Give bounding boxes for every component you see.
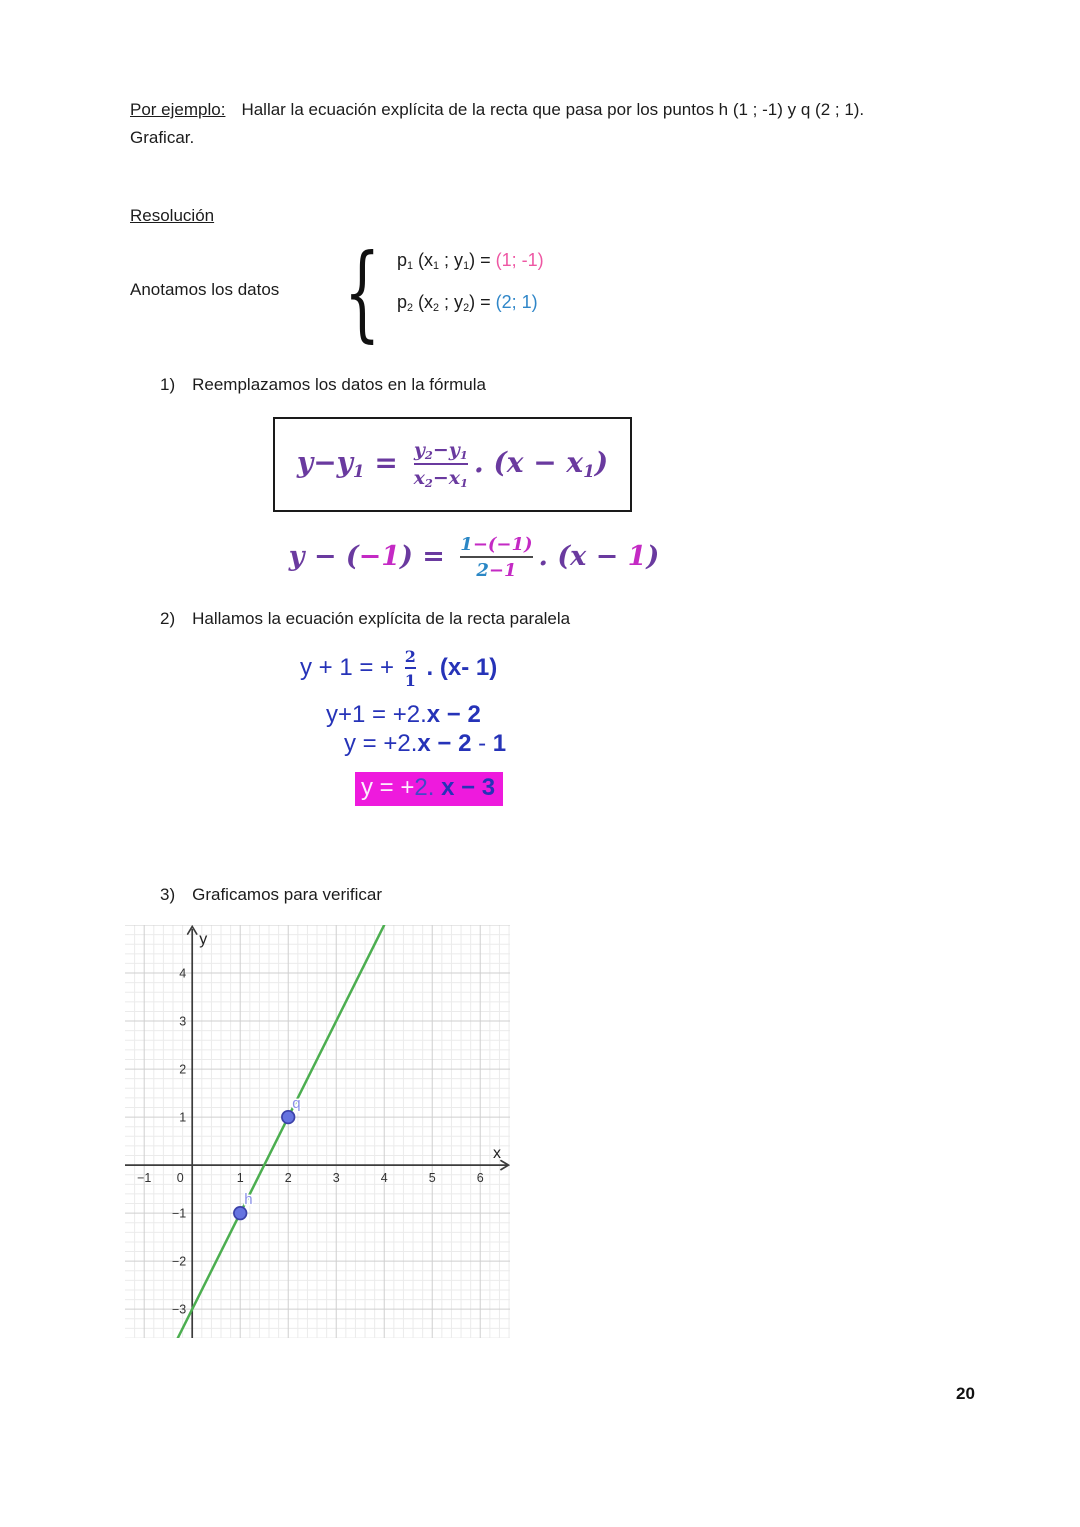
graph-point-q: [282, 1111, 295, 1124]
step2-label: Hallamos la ecuación explícita de la recta paralela: [192, 609, 571, 628]
step3-number: 3): [160, 885, 176, 904]
substituted-formula: y − (−1) = $\frac{1-(-1)}{2-1}$ . (x − 1): [288, 534, 660, 581]
fraction-denominator: 2−1: [476, 560, 517, 581]
equation-1: y + 1 = + $\frac{2}{1}$ . (x- 1): [300, 647, 498, 690]
x-tick-label: 4: [380, 1171, 388, 1186]
point-label-q: q: [292, 1095, 301, 1113]
p1-name: p: [397, 250, 408, 270]
intro-line-2: Graficar.: [130, 128, 195, 147]
step3-heading: [160, 885, 382, 905]
y-tick-label: −3: [171, 1302, 187, 1317]
y-tick-label: 1: [179, 1110, 187, 1125]
x-tick-label: 0: [176, 1171, 184, 1186]
p1-sub: 1: [407, 260, 414, 273]
function-line: [178, 925, 384, 1338]
x-tick-label: 5: [428, 1171, 436, 1186]
point-p1-line: p1 (x1 ; y1) = (1; -1): [397, 250, 544, 273]
fraction-denominator: x2−x1: [413, 467, 469, 491]
annotate-data-label: Anotamos los datos: [130, 280, 280, 299]
intro-text: Hallar la ecuación explícita de la recta que pasa por los puntos h (1 ; -1) y q (2 ; 1).: [241, 100, 865, 119]
p1-value: (1; -1): [495, 250, 544, 270]
formula-fraction: [414, 439, 468, 490]
y-tick-label: 3: [179, 1014, 187, 1029]
p2-args: (x: [413, 292, 434, 312]
fraction-bar: [414, 463, 468, 465]
equation-2: y+1 = +2.x − 2: [326, 701, 481, 728]
fraction-bar: [460, 556, 532, 558]
graph-point-h: [234, 1207, 247, 1220]
equation-3: y = +2.x − 2 - 1: [344, 730, 507, 757]
point-slope-formula: y−y1 = $\frac{y2-y1}{x2-x1}$ . (x − x1): [296, 438, 609, 491]
formula-box: [273, 417, 632, 512]
fraction-numerator: y2−y1: [413, 438, 468, 462]
intro-paragraph: [130, 96, 975, 152]
x-tick-label: −1: [137, 1171, 152, 1186]
y-tick-label: −1: [171, 1206, 187, 1221]
p2-value: (2; 1): [495, 292, 538, 312]
result-highlight: y = +2. x − 3: [355, 772, 503, 806]
y-tick-label: −2: [171, 1254, 187, 1269]
resolucion-title: Resolución: [130, 206, 215, 225]
step2-number: 2): [160, 609, 176, 628]
y-axis-label: y: [199, 931, 208, 948]
equation-1-fraction: $\frac{2}{1}$: [404, 647, 416, 690]
x-tick-label: 2: [284, 1171, 292, 1186]
p1-args: (x: [413, 250, 434, 270]
x-tick-label: 6: [476, 1171, 484, 1186]
graph-canvas: [125, 925, 510, 1338]
substituted-fraction: [460, 534, 532, 581]
step1-label: Reemplazamos los datos en la fórmula: [192, 375, 486, 394]
x-tick-label: 3: [332, 1171, 340, 1186]
x-tick-label: 1: [236, 1171, 244, 1186]
x-axis-label: x: [493, 1145, 501, 1163]
curly-brace: {: [344, 231, 381, 353]
step1-heading: [160, 375, 486, 395]
point-p2-line: p2 (x2 ; y2) = (2; 1): [397, 292, 538, 315]
p2-name: p: [397, 292, 408, 312]
intro-label: Por ejemplo:: [130, 100, 226, 119]
y-tick-label: 2: [179, 1062, 187, 1077]
verification-graph: [125, 925, 510, 1338]
intro-line-1: [130, 96, 975, 124]
page-number: 20: [956, 1384, 975, 1403]
step3-label: Graficamos para verificar: [192, 885, 383, 904]
y-tick-label: 4: [179, 966, 187, 981]
step1-number: 1): [160, 375, 176, 394]
point-label-h: h: [244, 1191, 253, 1209]
step2-heading: [160, 609, 570, 629]
fraction-numerator: 1−(−1): [460, 534, 533, 555]
p2-sub: 2: [407, 302, 414, 315]
